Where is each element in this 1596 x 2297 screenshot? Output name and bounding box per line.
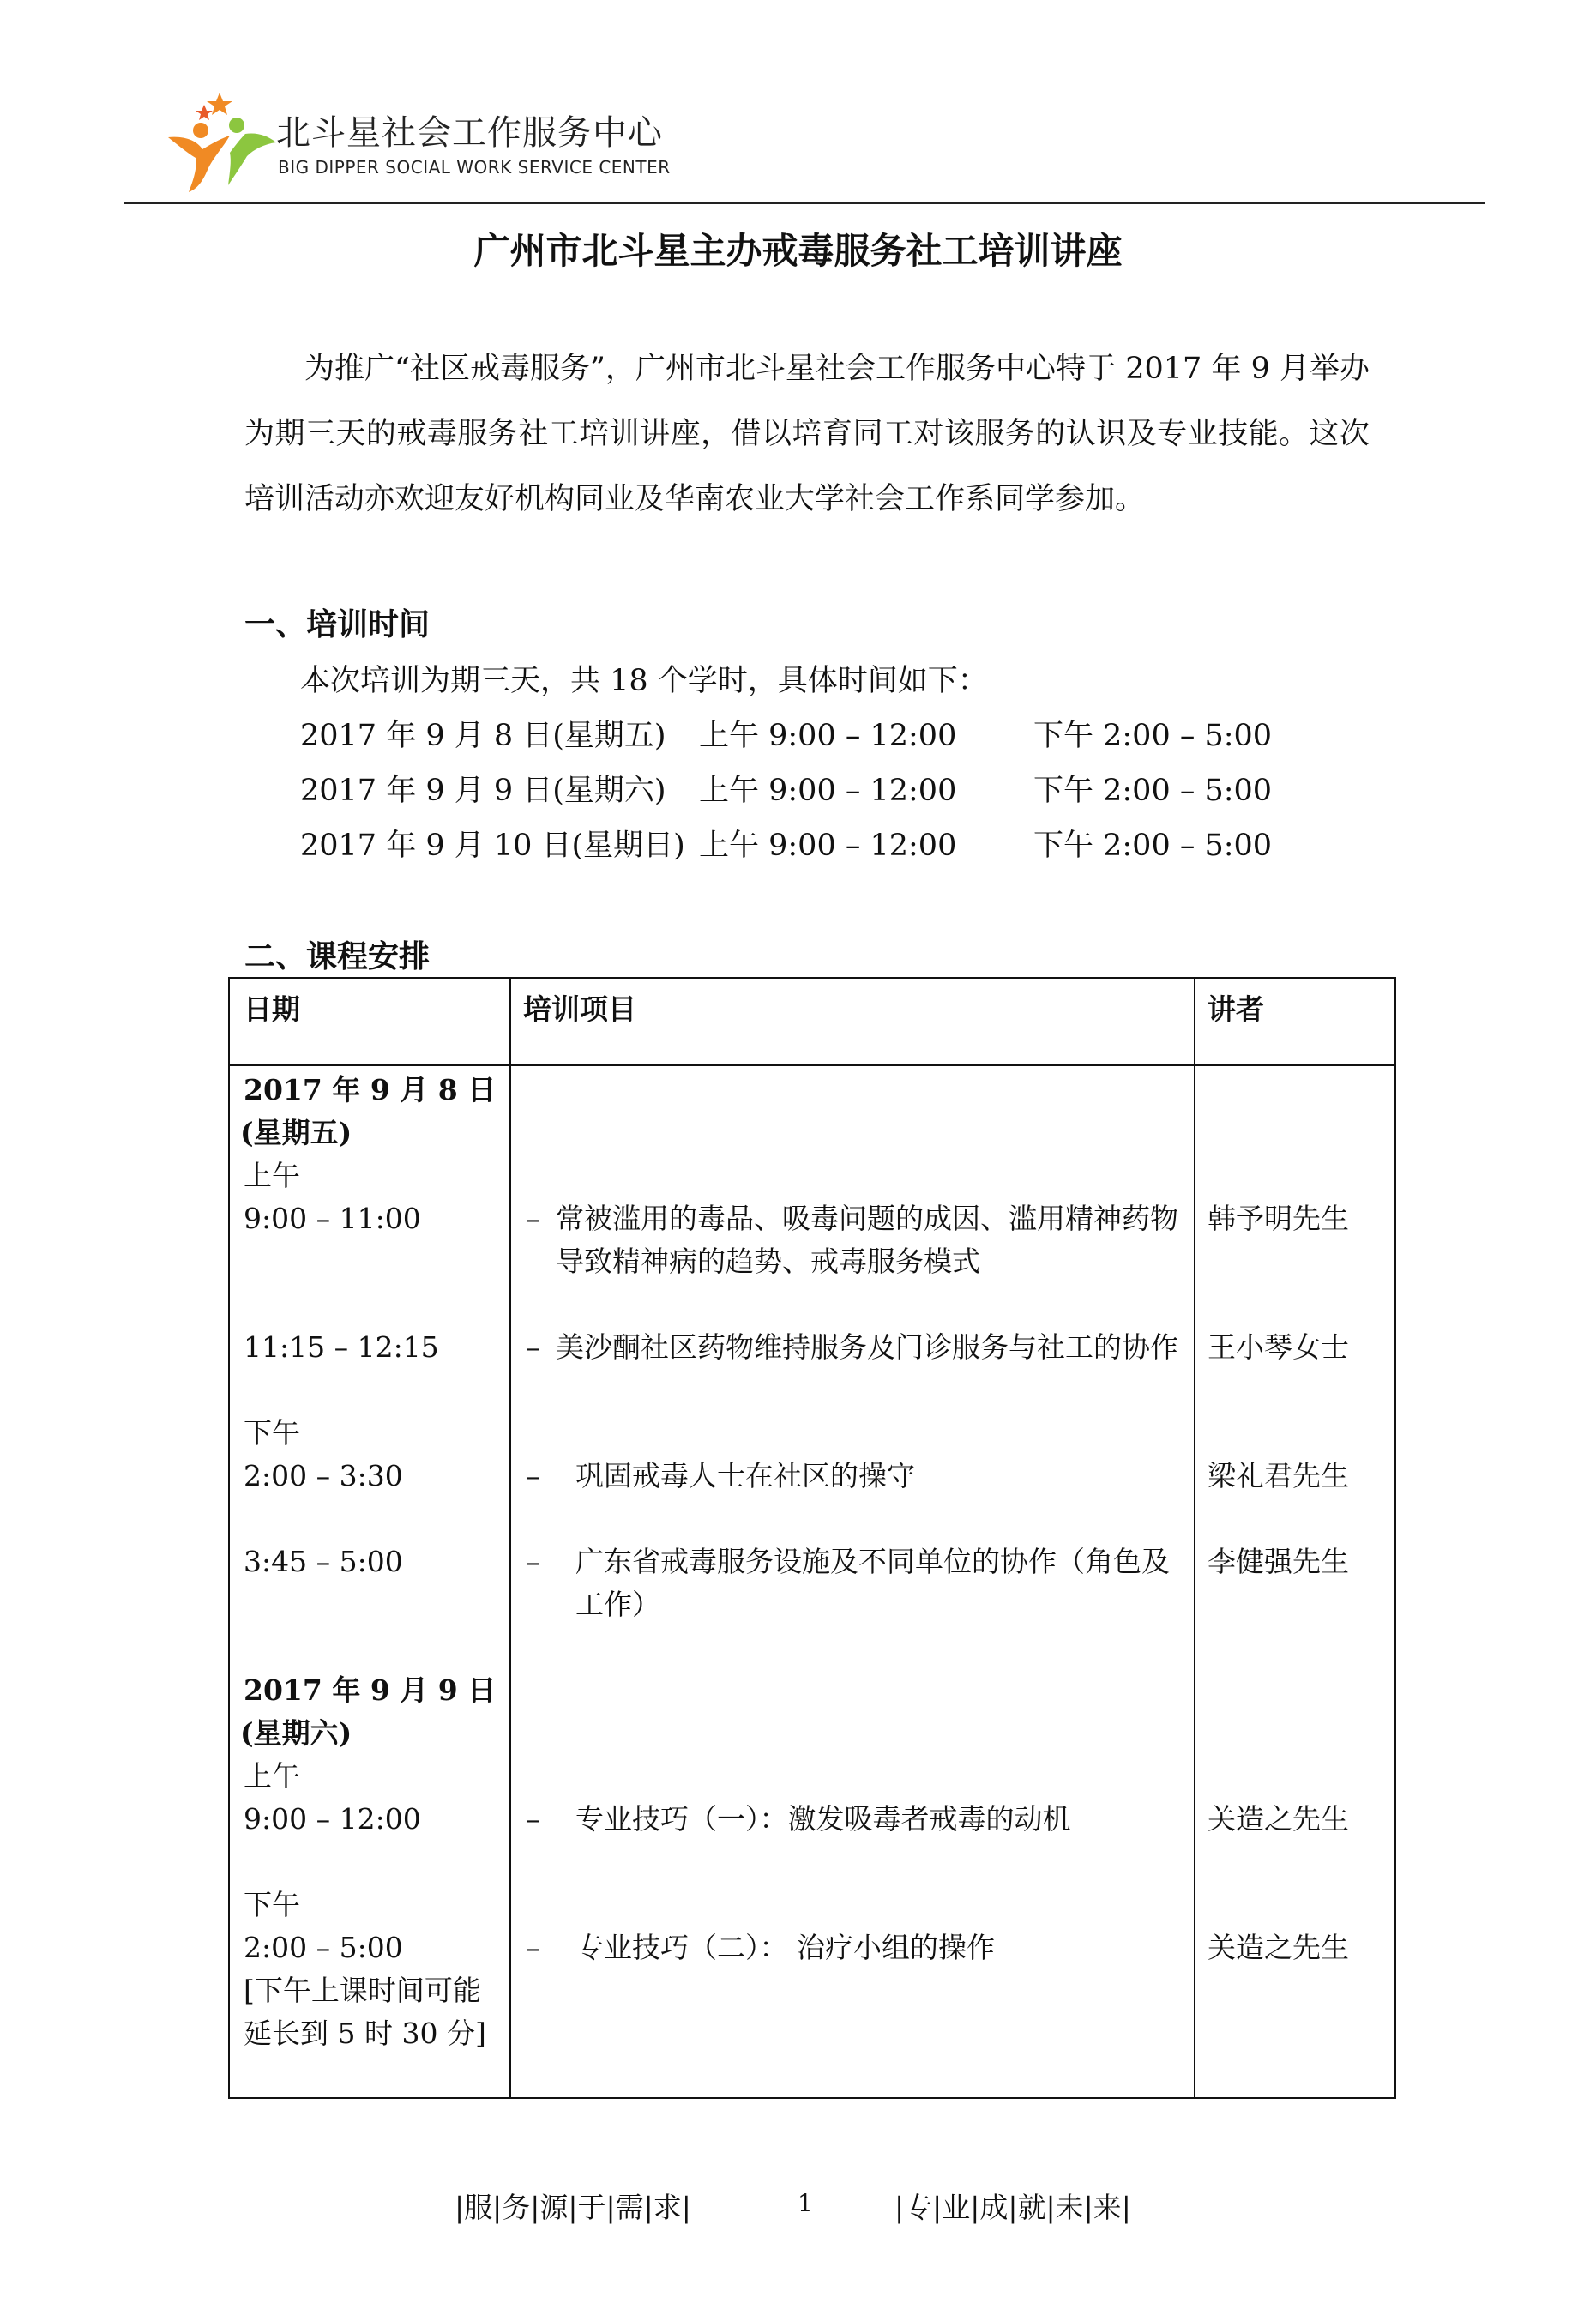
session-topic: 工作） bbox=[575, 1588, 660, 1621]
schedule-date: 2017 年 9 月 10 日(星期日) bbox=[300, 829, 685, 863]
schedule-summary: 本次培训为期三天，共 18 个学时，具体时间如下： bbox=[300, 664, 988, 698]
schedule-row bbox=[300, 712, 1381, 755]
bullet-dash: – bbox=[526, 1330, 540, 1364]
session-topic: 专业技巧（二）： 治疗小组的操作 bbox=[575, 1931, 995, 1964]
session-speaker: 关造之先生 bbox=[1208, 1802, 1349, 1836]
letterhead bbox=[163, 81, 712, 193]
session-time: 2:00 – 3:30 bbox=[244, 1459, 403, 1492]
day-weekday: (星期五) bbox=[240, 1116, 352, 1149]
session-time: 2:00 – 5:00 bbox=[244, 1931, 403, 1964]
session-time: 9:00 – 11:00 bbox=[244, 1202, 421, 1235]
schedule-am: 上午 9:00 – 12:00 bbox=[699, 829, 957, 863]
schedule-pm: 下午 2:00 – 5:00 bbox=[1033, 719, 1273, 753]
document-title: 广州市北斗星主办戒毒服务社工培训讲座 bbox=[473, 230, 1123, 272]
time-note: 延长到 5 时 30 分] bbox=[244, 2017, 486, 2050]
session-topic: 导致精神病的趋势、戒毒服务模式 bbox=[556, 1245, 980, 1278]
page-footer bbox=[0, 2185, 1596, 2228]
intro-paragraph bbox=[244, 336, 1370, 532]
session-topic: 专业技巧（一）：激发吸毒者戒毒的动机 bbox=[575, 1802, 1071, 1836]
session-topic: 美沙酮社区药物维持服务及门诊服务与社工的协作 bbox=[556, 1330, 1178, 1364]
day-weekday: (星期六) bbox=[240, 1716, 352, 1750]
session-speaker: 梁礼君先生 bbox=[1208, 1459, 1349, 1492]
column-header-speaker: 讲者 bbox=[1208, 992, 1264, 1026]
page-number: 1 bbox=[798, 2189, 813, 2217]
time-note: [下午上课时间可能 bbox=[244, 1974, 481, 2007]
course-table bbox=[228, 977, 1396, 2099]
section-heading-course: 二、课程安排 bbox=[244, 938, 431, 974]
session-topic: 广东省戒毒服务设施及不同单位的协作（角色及 bbox=[575, 1545, 1170, 1578]
schedule-am: 上午 9:00 – 12:00 bbox=[699, 774, 957, 808]
session-speaker: 韩予明先生 bbox=[1208, 1202, 1349, 1235]
footer-slogan-right: |专|业|成|就|未|来| bbox=[894, 2191, 1131, 2224]
session-topic: 巩固戒毒人士在社区的操守 bbox=[575, 1459, 915, 1492]
footer-slogan-left: |服|务|源|于|需|求| bbox=[455, 2191, 691, 2224]
session-speaker: 王小琴女士 bbox=[1208, 1330, 1349, 1364]
bullet-dash: – bbox=[526, 1459, 540, 1492]
period-label: 下午 bbox=[244, 1416, 300, 1450]
table-header-divider bbox=[230, 1064, 1394, 1066]
schedule-row bbox=[300, 822, 1381, 865]
period-label: 上午 bbox=[244, 1759, 300, 1793]
org-name-cn: 北斗星社会工作服务中心 bbox=[276, 113, 663, 153]
table-divider bbox=[509, 979, 511, 2097]
session-topic: 常被滥用的毒品、吸毒问题的成因、滥用精神药物 bbox=[556, 1202, 1178, 1235]
session-time: 9:00 – 12:00 bbox=[244, 1802, 421, 1836]
session-time: 11:15 – 12:15 bbox=[244, 1330, 439, 1364]
header-divider bbox=[124, 202, 1485, 204]
bullet-dash: – bbox=[526, 1545, 540, 1578]
schedule-pm: 下午 2:00 – 5:00 bbox=[1033, 829, 1273, 863]
star-people-logo-icon bbox=[163, 86, 283, 193]
session-speaker: 李健强先生 bbox=[1208, 1545, 1349, 1578]
period-label: 上午 bbox=[244, 1159, 300, 1192]
schedule-am: 上午 9:00 – 12:00 bbox=[699, 719, 957, 753]
table-divider bbox=[1194, 979, 1195, 2097]
bullet-dash: – bbox=[526, 1931, 540, 1964]
section-heading-training-time: 一、培训时间 bbox=[244, 606, 431, 642]
column-header-date: 日期 bbox=[244, 992, 300, 1026]
org-name-en: BIG DIPPER SOCIAL WORK SERVICE CENTER bbox=[278, 157, 671, 178]
day-date: 2017 年 9 月 8 日 bbox=[244, 1073, 497, 1106]
intro-text: 为推广“社区戒毒服务”，广州市北斗星社会工作服务中心特于 2017 年 9 月举办为期三天的戒毒服务社工培训讲座，借以培育同工对该服务的认识及专业技能。这次培训活动亦欢迎友好机构同业及华南农业大学社会工作系同学参加。 bbox=[244, 352, 1370, 516]
schedule-date: 2017 年 9 月 9 日(星期六) bbox=[300, 774, 666, 808]
column-header-topic: 培训项目 bbox=[523, 992, 636, 1026]
session-speaker: 关造之先生 bbox=[1208, 1931, 1349, 1964]
bullet-dash: – bbox=[526, 1802, 540, 1836]
session-time: 3:45 – 5:00 bbox=[244, 1545, 403, 1578]
schedule-date: 2017 年 9 月 8 日(星期五) bbox=[300, 719, 666, 753]
schedule-pm: 下午 2:00 – 5:00 bbox=[1033, 774, 1273, 808]
period-label: 下午 bbox=[244, 1888, 300, 1921]
day-date: 2017 年 9 月 9 日 bbox=[244, 1673, 497, 1707]
schedule-row bbox=[300, 767, 1381, 810]
bullet-dash: – bbox=[526, 1202, 540, 1235]
